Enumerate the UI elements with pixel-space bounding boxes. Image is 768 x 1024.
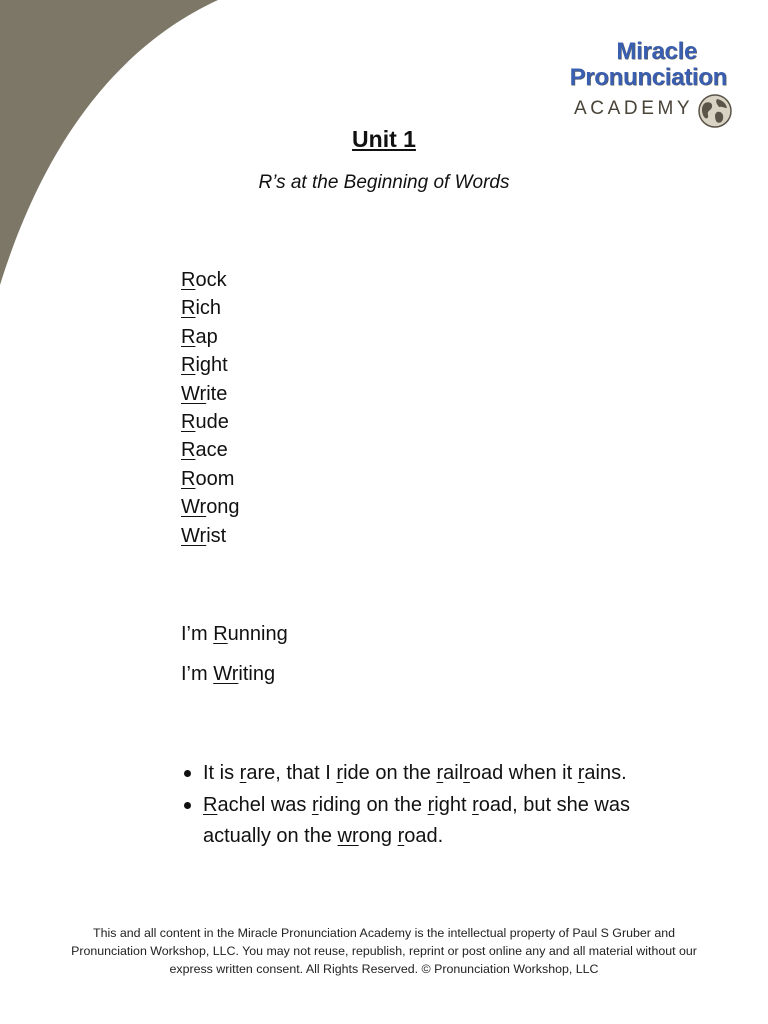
word-item: Room xyxy=(181,467,235,490)
word-item: Wrong xyxy=(181,496,240,519)
word-item: Race xyxy=(181,439,228,462)
word-item: Right xyxy=(181,354,228,377)
page-title: Unit 1 xyxy=(352,126,416,152)
globe-icon xyxy=(697,93,733,129)
word-item: Rock xyxy=(181,269,227,291)
page-subtitle: R’s at the Beginning of Words xyxy=(258,172,510,193)
logo-text-miracle: Miracle xyxy=(616,38,697,65)
sentence-list xyxy=(181,758,681,853)
word-list xyxy=(181,266,240,550)
sentence-bullet: It is rare, that I ride on the railroad when it rains. xyxy=(181,758,681,789)
academy-logo xyxy=(540,38,740,134)
copyright-footer: This and all content in the Miracle Pronunciation Academy is the intellectual property of Paul S Gruber and Pronunciation Workshop, LLC. You may not reuse, republish, reprint or post online any and all material without our express written consent. All Rights Reserved. © Pronunciation Workshop, LLC xyxy=(71,926,697,976)
word-item: Rap xyxy=(181,325,218,348)
phrase-item: I’m Running xyxy=(181,623,288,645)
logo-text-pronunciation: Pronunciation xyxy=(569,64,727,91)
word-item: Rude xyxy=(181,410,229,433)
phrase-list xyxy=(181,620,288,700)
word-item: Write xyxy=(181,382,228,405)
word-item: Rich xyxy=(181,297,222,320)
sentence-bullet: Rachel was riding on the right road, but she was actually on the wrong road. xyxy=(181,790,681,852)
logo-text-academy: ACADEMY xyxy=(574,98,694,119)
phrase-item: I’m Writing xyxy=(181,663,276,685)
word-item: Wrist xyxy=(181,524,227,547)
